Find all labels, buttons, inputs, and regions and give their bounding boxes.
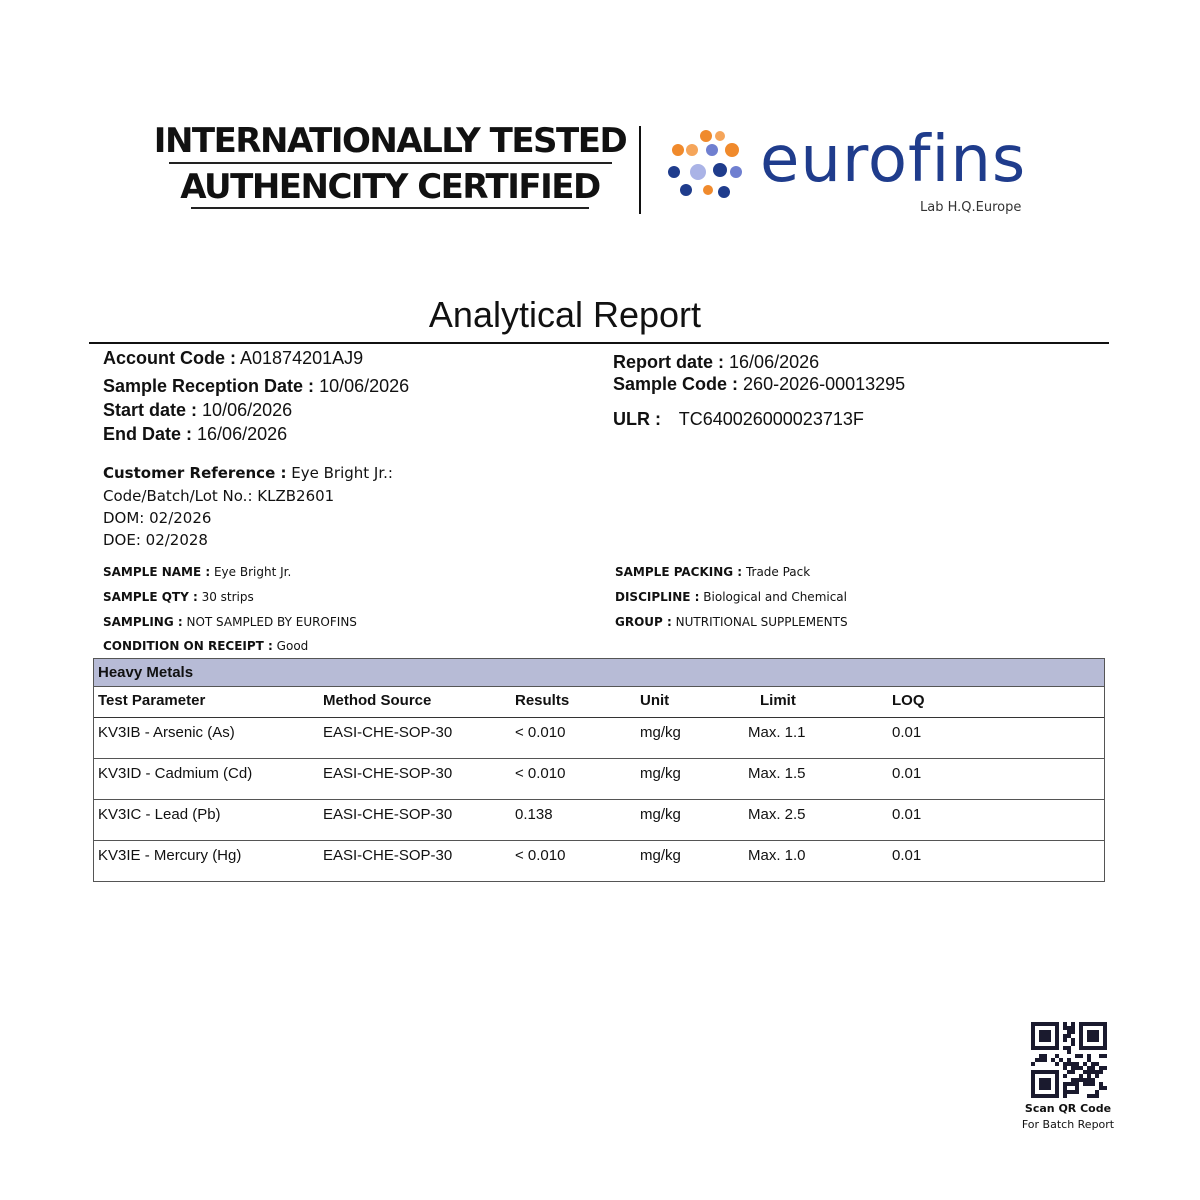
cell-limit: Max. 1.5	[748, 765, 806, 782]
cell-parameter: KV3IE - Mercury (Hg)	[98, 847, 242, 864]
sample-code	[613, 374, 905, 395]
sample-code-value: 260-2026-00013295	[743, 374, 906, 394]
end-date-label: End Date :	[103, 424, 193, 444]
table-row	[94, 718, 1104, 759]
results-table	[93, 658, 1105, 882]
batch-number: Code/Batch/Lot No.: KLZB2601	[103, 487, 335, 505]
reception-date-label: Sample Reception Date :	[103, 376, 315, 396]
col-test-parameter: Test Parameter	[98, 692, 206, 709]
sample-packing-label: SAMPLE PACKING :	[615, 565, 743, 579]
condition-on-receipt	[103, 639, 308, 653]
start-date-label: Start date :	[103, 400, 198, 420]
report-title: Analytical Report	[428, 294, 702, 335]
cell-limit: Max. 2.5	[748, 806, 806, 823]
sampling	[103, 615, 357, 629]
end-date	[103, 424, 287, 445]
cell-method: EASI-CHE-SOP-30	[323, 847, 453, 864]
account-code-value: A01874201AJ9	[240, 348, 364, 368]
cell-loq: 0.01	[892, 847, 922, 864]
ulr	[613, 409, 864, 430]
cell-loq: 0.01	[892, 724, 922, 741]
sample-packing	[615, 565, 810, 579]
cell-parameter: KV3IB - Arsenic (As)	[98, 724, 235, 741]
cell-result: < 0.010	[515, 765, 566, 782]
title-rule	[89, 342, 1109, 344]
sampling-value: NOT SAMPLED BY EUROFINS	[186, 615, 357, 629]
qr-label-batch: For Batch Report	[1021, 1118, 1115, 1131]
sample-qty-label: SAMPLE QTY :	[103, 590, 198, 604]
sample-name-label: SAMPLE NAME :	[103, 565, 211, 579]
table-column-headers	[94, 687, 1104, 718]
sample-name	[103, 565, 291, 579]
cell-result: 0.138	[515, 806, 553, 823]
cert-line-1: INTERNATIONALLY TESTED	[153, 121, 627, 161]
cell-method: EASI-CHE-SOP-30	[323, 806, 453, 823]
start-date-value: 10/06/2026	[202, 400, 293, 420]
discipline-value: Biological and Chemical	[703, 590, 847, 604]
table-row	[94, 841, 1104, 881]
date-of-manufacture: DOM: 02/2026	[103, 509, 212, 527]
header-divider	[639, 126, 641, 214]
cell-loq: 0.01	[892, 765, 922, 782]
cell-unit: mg/kg	[640, 765, 681, 782]
table-row	[94, 759, 1104, 800]
report-date-label: Report date :	[613, 352, 725, 372]
col-results: Results	[515, 692, 570, 709]
account-code-label: Account Code :	[103, 348, 236, 368]
sample-packing-value: Trade Pack	[745, 565, 811, 579]
sampling-label: SAMPLING :	[103, 615, 183, 629]
cert-line-2: AUTHENCITY CERTIFIED	[180, 167, 600, 207]
sample-name-value: Eye Bright Jr.	[213, 565, 292, 579]
brand-name: eurofins	[760, 123, 1027, 197]
cert-underline-1	[169, 162, 612, 164]
eurofins-dots-logo-icon	[664, 128, 748, 202]
sample-qty	[103, 590, 254, 604]
qr-label-scan: Scan QR Code	[1024, 1102, 1112, 1115]
group-value: NUTRITIONAL SUPPLEMENTS	[675, 615, 848, 629]
table-row	[94, 800, 1104, 841]
customer-reference-value: Eye Bright Jr.:	[291, 464, 393, 482]
ulr-value: TC640026000023713F	[678, 409, 864, 429]
cert-underline-2	[191, 207, 589, 209]
col-method-source: Method Source	[323, 692, 432, 709]
end-date-value: 16/06/2026	[197, 424, 288, 444]
date-of-expiry: DOE: 02/2028	[103, 531, 208, 549]
cell-limit: Max. 1.0	[748, 847, 806, 864]
cell-parameter: KV3IC - Lead (Pb)	[98, 806, 221, 823]
discipline	[615, 590, 847, 604]
table-section-header: Heavy Metals	[94, 658, 1104, 687]
cell-loq: 0.01	[892, 806, 922, 823]
cell-result: < 0.010	[515, 847, 566, 864]
reception-date	[103, 376, 409, 397]
cell-result: < 0.010	[515, 724, 566, 741]
brand-subtitle: Lab H.Q.Europe	[920, 200, 1022, 215]
col-unit: Unit	[640, 692, 670, 709]
start-date	[103, 400, 292, 421]
group	[615, 615, 848, 629]
cell-parameter: KV3ID - Cadmium (Cd)	[98, 765, 253, 782]
col-limit: Limit	[760, 692, 796, 709]
cell-method: EASI-CHE-SOP-30	[323, 724, 453, 741]
cell-unit: mg/kg	[640, 847, 681, 864]
discipline-label: DISCIPLINE :	[615, 590, 700, 604]
cell-method: EASI-CHE-SOP-30	[323, 765, 453, 782]
group-label: GROUP :	[615, 615, 672, 629]
cell-limit: Max. 1.1	[748, 724, 806, 741]
qr-code-icon[interactable]	[1031, 1022, 1107, 1098]
col-loq: LOQ	[892, 692, 925, 709]
report-date-value: 16/06/2026	[729, 352, 820, 372]
ulr-label: ULR :	[613, 409, 661, 429]
cell-unit: mg/kg	[640, 806, 681, 823]
reception-date-value: 10/06/2026	[319, 376, 410, 396]
account-code	[103, 348, 363, 369]
sample-qty-value: 30 strips	[201, 590, 254, 604]
cell-unit: mg/kg	[640, 724, 681, 741]
condition-label: CONDITION ON RECEIPT :	[103, 639, 273, 653]
report-date	[613, 352, 819, 373]
customer-reference	[103, 464, 393, 482]
sample-code-label: Sample Code :	[613, 374, 739, 394]
condition-value: Good	[276, 639, 309, 653]
customer-reference-label: Customer Reference :	[103, 464, 287, 482]
